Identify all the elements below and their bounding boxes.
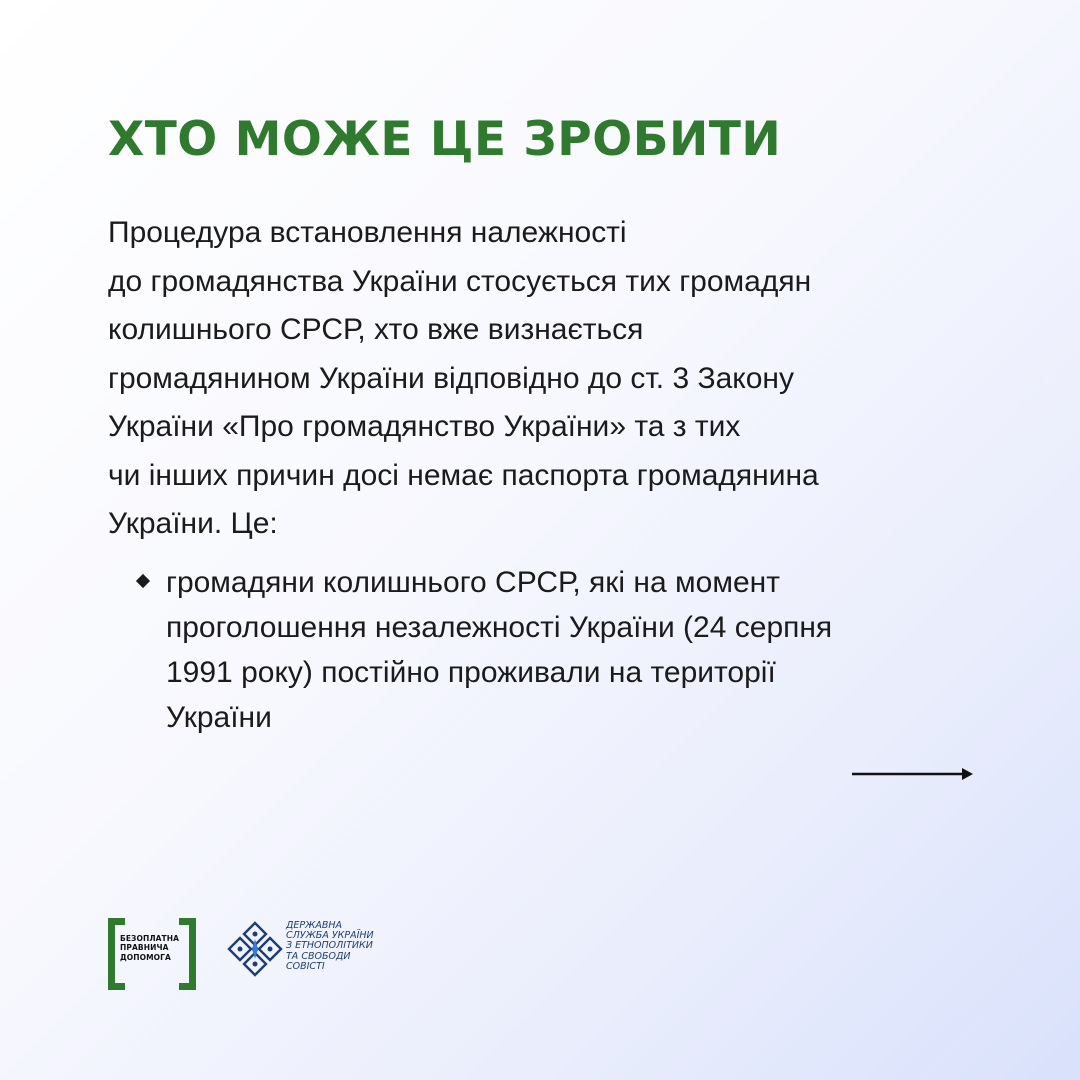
bullet-list — [135, 560, 995, 740]
list-item — [135, 560, 995, 740]
page-title: ХТО МОЖЕ ЦЕ ЗРОБИТИ — [108, 112, 782, 167]
free-legal-aid-logo — [108, 918, 196, 980]
diamond-bullet-icon — [136, 574, 150, 588]
bullet-line: 1991 року) постійно проживали на території — [166, 656, 776, 689]
intro-line: громадянином України відповідно до ст. 3 Закону — [108, 361, 794, 395]
ornament-emblem-icon — [226, 920, 284, 978]
intro-line: України «Про громадянство України» та з тих — [108, 410, 741, 443]
free-legal-aid-logo-text: БЕЗОПЛАТНА ПРАВНИЧА ДОПОМОГА — [120, 934, 180, 962]
intro-paragraph — [108, 209, 978, 549]
intro-line: України. Це: — [108, 507, 278, 540]
dess-logo-text: ДЕРЖАВНА СЛУЖБА УКРАЇНИ З ЕТНОПОЛІТИКИ ТА СВОБОДИ СОВІСТІ — [286, 920, 374, 972]
intro-line: Процедура встановлення належності — [108, 216, 627, 249]
intro-line: чи інших причин досі немає паспорта громадянина — [108, 458, 819, 492]
intro-line: до громадянства України стосується тих громадян — [108, 264, 812, 298]
bullet-text — [166, 560, 995, 740]
bullet-line: проголошення незалежності України (24 серпня — [166, 611, 833, 644]
intro-line: колишнього СРСР, хто вже визнається — [108, 313, 644, 346]
arrow-right-icon[interactable] — [852, 763, 976, 785]
bullet-line: України — [166, 701, 272, 734]
bullet-line: громадяни колишнього СРСР, які на момент — [166, 566, 780, 599]
